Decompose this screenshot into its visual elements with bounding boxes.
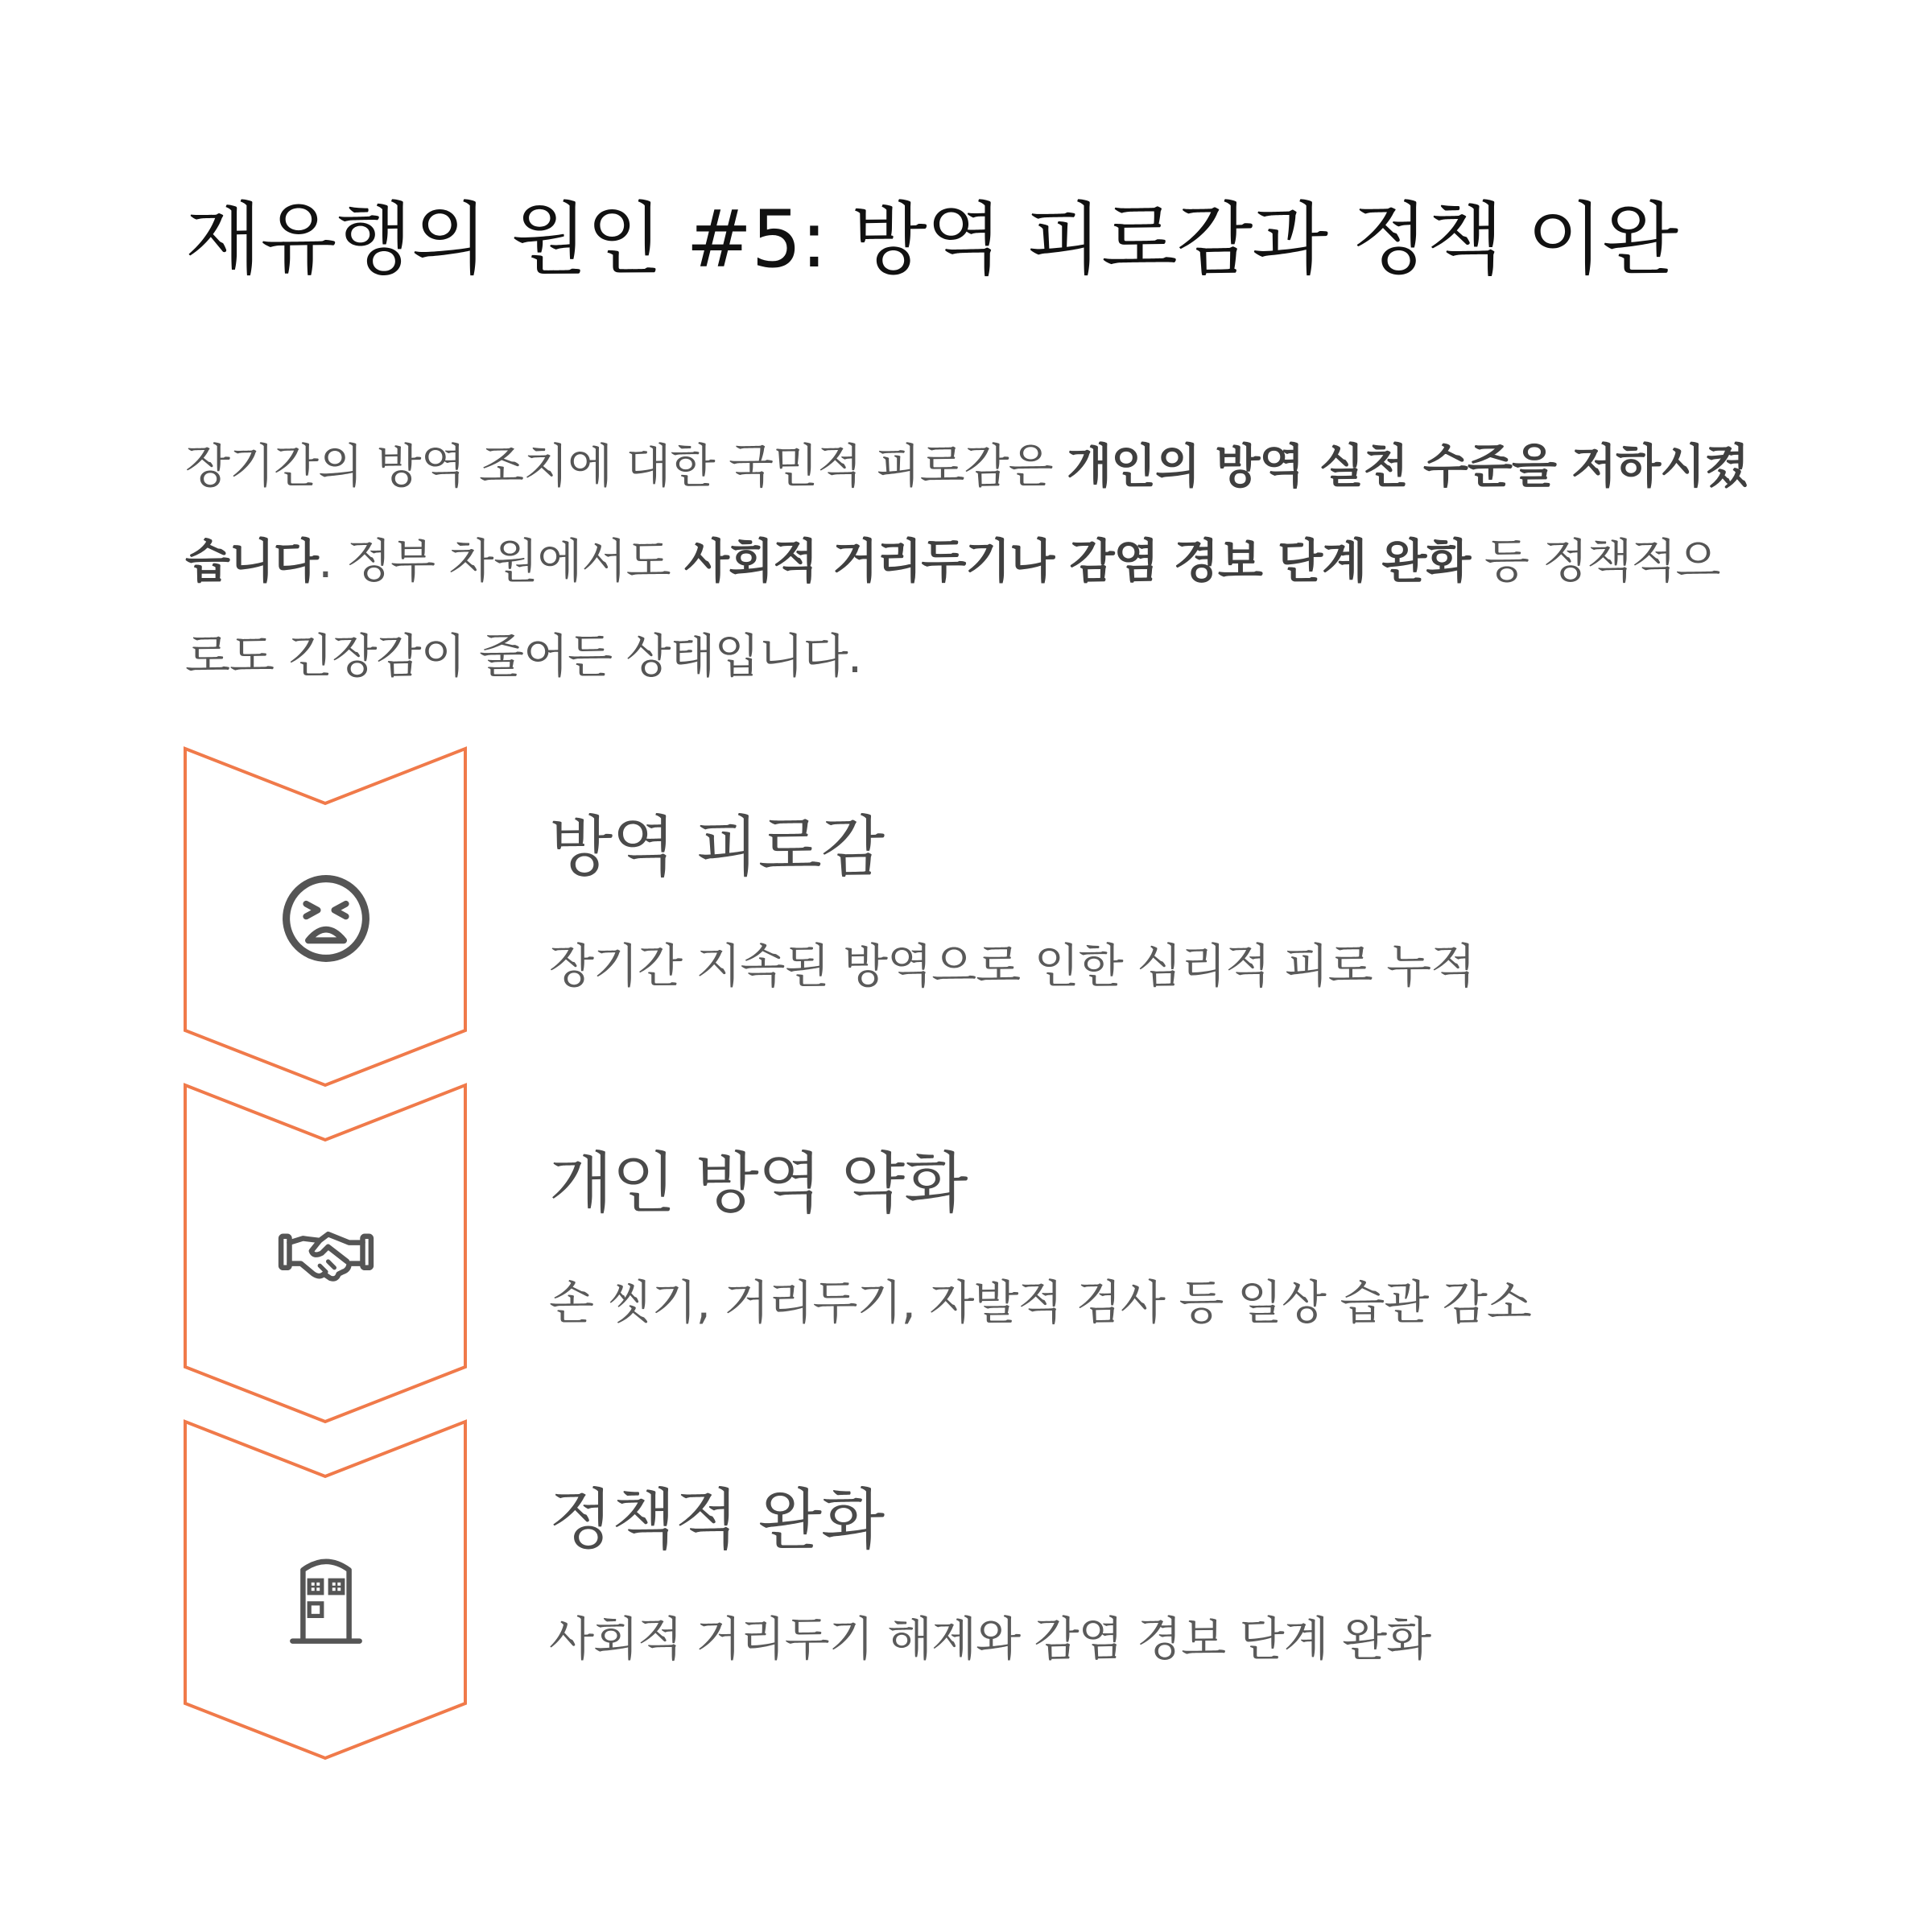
page-title: 재유행의 원인 #5: 방역 피로감과 정책 이완: [185, 194, 1678, 286]
handshake-icon: [274, 1199, 378, 1303]
tired-face-icon: [274, 866, 378, 971]
step-fatigue: [0, 747, 1932, 1085]
step-description: 장기간 지속된 방역으로 인한 심리적 피로 누적: [549, 939, 1476, 993]
step-heading: 방역 피로감: [549, 809, 885, 886]
step-policy-easing: [0, 1420, 1932, 1758]
intro-emphasis-1: 개인의 방역 실천 수준을 저하시켰습니다: [185, 439, 1749, 588]
intro-paragraph: [185, 419, 1763, 704]
step-description: 손 씻기, 거리두기, 자발적 검사 등 일상 습관 감소: [549, 1275, 1531, 1330]
intro-text-3: 등 정책적으로도 긴장감이 줄어든 상태입니다.: [185, 534, 1720, 683]
intro-emphasis-2: 사회적 거리두기나 감염 경보 단계 완화: [684, 534, 1471, 588]
step-heading: 정책적 완화: [549, 1482, 885, 1558]
intro-text-2: . 정부 차원에서도: [318, 534, 685, 588]
step-description: 사회적 거리두기 해제와 감염 경보 단계 완화: [549, 1612, 1431, 1666]
government-building-icon: [274, 1545, 378, 1649]
intro-text-1: 장기간의 방역 조치에 대한 국민적 피로감은: [185, 439, 1067, 493]
step-personal-weakening: [0, 1084, 1932, 1422]
step-heading: 개인 방역 약화: [549, 1146, 968, 1222]
